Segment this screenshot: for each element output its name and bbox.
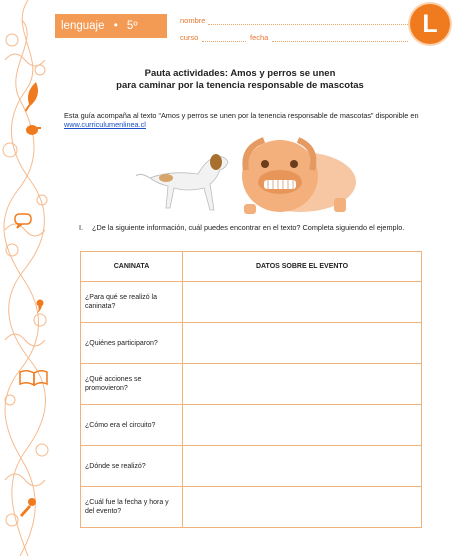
intro-paragraph bbox=[64, 111, 424, 129]
quill-icon bbox=[25, 82, 38, 112]
table-header-row bbox=[81, 252, 422, 282]
pointer-dog-image bbox=[136, 154, 228, 210]
dogs-illustration bbox=[130, 134, 360, 223]
table-row bbox=[81, 446, 422, 487]
question-number: I. bbox=[79, 223, 84, 232]
table-row bbox=[81, 487, 422, 528]
table-answer-cell[interactable] bbox=[183, 487, 422, 528]
speech-bubble-icon bbox=[15, 214, 31, 228]
pug-dog-image bbox=[242, 140, 356, 214]
page-title bbox=[80, 68, 400, 92]
name-label: nombre bbox=[180, 16, 206, 25]
grade-label: 5º básico bbox=[61, 20, 138, 56]
table-question-cell: ¿Qué acciones se promovieron? bbox=[81, 364, 183, 405]
table-row bbox=[81, 364, 422, 405]
table-answer-cell[interactable] bbox=[183, 446, 422, 487]
course-field[interactable] bbox=[202, 41, 246, 42]
caninata-table bbox=[80, 251, 422, 528]
table-row bbox=[81, 282, 422, 323]
student-form bbox=[178, 10, 410, 48]
table-row bbox=[81, 405, 422, 446]
table-question-cell: ¿Dónde se realizó? bbox=[81, 446, 183, 487]
table-question-cell: ¿Cuál fue la fecha y hora y del evento? bbox=[81, 487, 183, 528]
date-field[interactable] bbox=[272, 41, 408, 42]
subject-header bbox=[55, 14, 167, 56]
subject-separator: • bbox=[113, 20, 118, 32]
subject-label: lenguaje bbox=[61, 20, 105, 32]
teapot-icon bbox=[26, 125, 41, 135]
table-answer-cell[interactable] bbox=[183, 405, 422, 446]
title-line-2: para caminar por la tenencia responsable de mascotas bbox=[116, 80, 364, 91]
table-answer-cell[interactable] bbox=[183, 323, 422, 364]
table-question-cell: ¿Para qué se realizó la caninata? bbox=[81, 282, 183, 323]
intro-text: Esta guía acompaña al texto “Amos y perros se unen por la tenencia responsable de mascotas” disponible en bbox=[64, 111, 419, 120]
subject-badge: L bbox=[410, 4, 450, 44]
date-label: fecha bbox=[250, 33, 269, 42]
table-question-cell: ¿Quiénes participaron? bbox=[81, 323, 183, 364]
table-question-cell: ¿Cómo era el circuito? bbox=[81, 405, 183, 446]
table-answer-cell[interactable] bbox=[183, 282, 422, 323]
table-answer-cell[interactable] bbox=[183, 364, 422, 405]
course-label: curso bbox=[180, 33, 199, 42]
question-text: ¿De la siguiente información, cuál puedes encontrar en el texto? Completa siguiendo el ejemplo. bbox=[92, 223, 405, 232]
table-row bbox=[81, 323, 422, 364]
microphone-icon bbox=[20, 498, 36, 517]
title-line-1: Pauta actividades: Amos y perros se unen bbox=[144, 68, 336, 79]
table-header-datos: DATOS SOBRE EL EVENTO bbox=[183, 252, 422, 282]
name-field[interactable] bbox=[208, 24, 408, 25]
table-header-caninata: CANINATA bbox=[81, 252, 183, 282]
book-icon bbox=[20, 371, 47, 385]
source-link[interactable]: www.curriculumenlinea.cl bbox=[64, 120, 146, 129]
decorative-sidebar bbox=[0, 0, 55, 556]
